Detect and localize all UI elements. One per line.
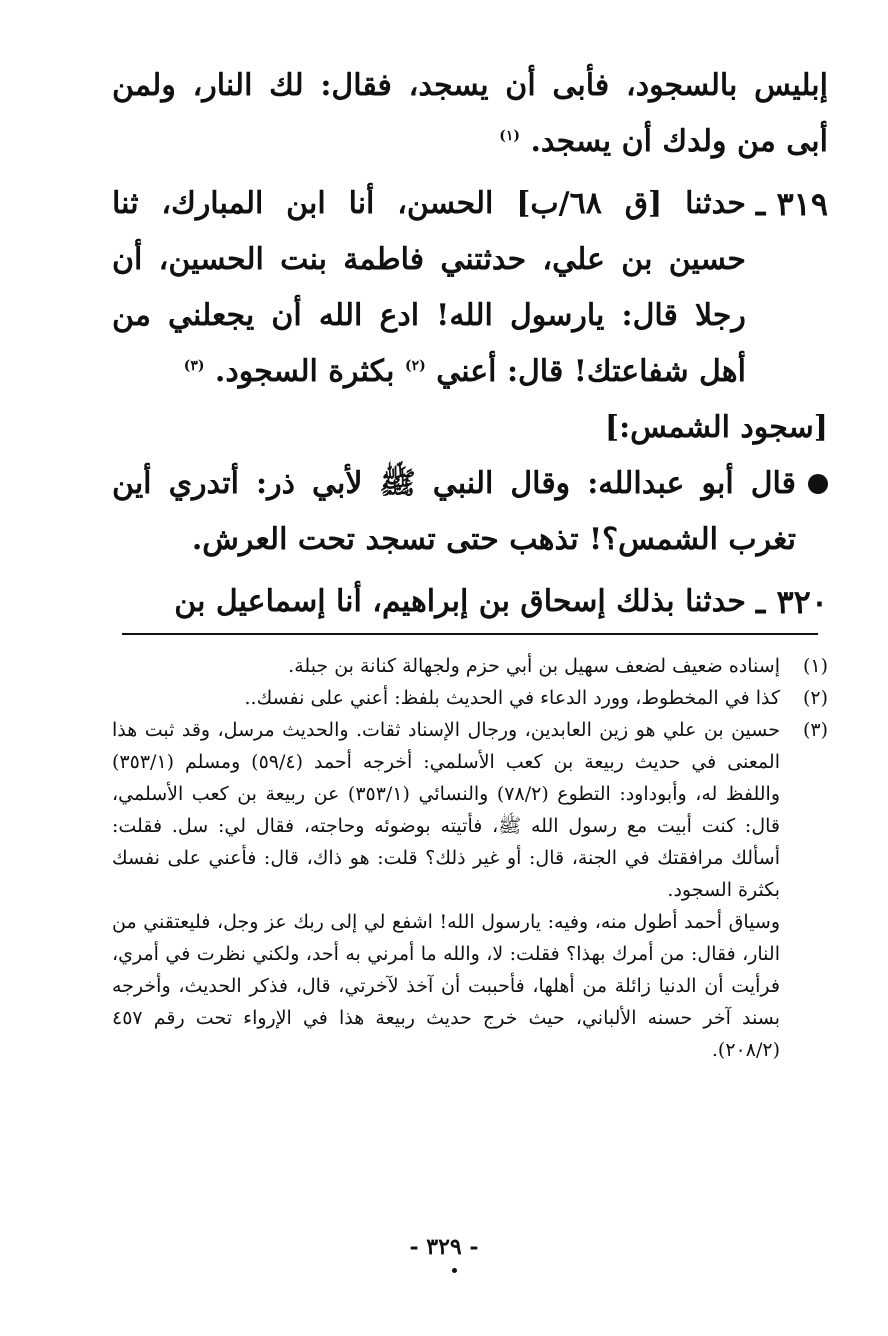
footnote-3-para-2: وسياق أحمد أطول منه، وفيه: يارسول الله! اشفع لي إلى ربك عز وجل، فليعتقني من النار، فقال: من أمرك بهذا؟ فقلت: لا، والله ما أمرني به أحد، ولكني نظرت في أمري، فرأيت أن الدنيا زائلة من أهلها، فأحببت أن آخذ لآخرتي، قال، فذكر الحديث، وأخرجه بسند آخر حسنه الألباني، حيث خرج حديث ربيعة هذا في الإرواء تحت رقم ٤٥٧ (٢٠٨/٢). [112, 911, 780, 1061]
hadith-319-body: حدثنا [ق ٦٨/ب] الحسن، أنا ابن المبارك، ثنا حسين بن علي، حدثتني فاطمة بنت الحسين، أن رجلا قال: يارسول الله! ادع الله أن يجعلني من أهل شفاعتك! قال: أعني [112, 186, 746, 389]
page-number: - ٣٢٩ - [409, 1234, 479, 1260]
main-text [112, 58, 828, 630]
footnote-text [112, 714, 780, 1066]
footnote-1 [112, 650, 828, 682]
footnote-number: (١) [802, 655, 828, 677]
bullet-text: قال أبو عبدالله: وقال النبي ﷺ لأبي ذر: أتدري أين تغرب الشمس؟! تذهب حتى تسجد تحت العرش. [112, 466, 796, 557]
hadith-number-320: ٣٢٠ ـ [755, 583, 828, 621]
hadith-320-text: حدثنا بذلك إسحاق بن إبراهيم، أنا إسماعيل بن [174, 584, 746, 619]
footnote-3-para-1: حسين بن علي هو زين العابدين، ورجال الإسناد ثقات. والحديث مرسل، وقد ثبت هذا المعنى في حديث ربيعة بن كعب الأسلمي: أخرجه أحمد (٥٩/٤) ومسلم (٣٥٣/١) واللفظ له، وأبوداود: التطوع (٧٨/٢) والنسائي (٣٥٣/١) عن ربيعة بن كعب الأسلمي، قال: كنت أبيت مع رسول الله ﷺ، فأتيته بوضوئه وحاجته، فقال لي: سل. فقلت: أسألك مرافقتك في الجنة، قال: أو غير ذلك؟ قلت: هو ذاك، قال: فأعني على نفسك بكثرة السجود. [112, 719, 781, 901]
footnote-3 [112, 714, 828, 1066]
footnote-text: كذا في المخطوط، وورد الدعاء في الحديث بلفظ: أعني على نفسك.. [244, 687, 780, 709]
footnote-ref-2: (٢) [404, 358, 426, 374]
footnote-number: (٣) [802, 719, 828, 741]
hadith-number-319: ٣١٩ ـ [755, 185, 828, 223]
paragraph-1 [112, 58, 828, 170]
bullet-paragraph [112, 456, 828, 568]
page-mark-dot [452, 1268, 457, 1273]
footnote-ref-3: (٣) [183, 358, 205, 374]
footnote-number: (٢) [802, 687, 828, 709]
footnote-text: إسناده ضعيف لضعف سهيل بن أبي حزم ولجهالة كنانة بن جبلة. [288, 655, 780, 677]
footnote-ref-1: (١) [499, 128, 521, 144]
footnotes [112, 650, 828, 1066]
hadith-319-body-end: بكثرة السجود. [214, 354, 395, 389]
bullet-icon [808, 474, 828, 494]
paragraph-1-text: إبليس بالسجود، فأبى أن يسجد، فقال: لك النار، ولمن أبى من ولدك أن يسجد. [112, 68, 828, 159]
footnote-divider [122, 633, 818, 635]
hadith-320 [112, 574, 828, 630]
hadith-319 [112, 176, 828, 400]
footnote-2 [112, 682, 828, 714]
section-heading: [سجود الشمس:] [604, 410, 828, 445]
hadith-319-text [112, 176, 746, 400]
